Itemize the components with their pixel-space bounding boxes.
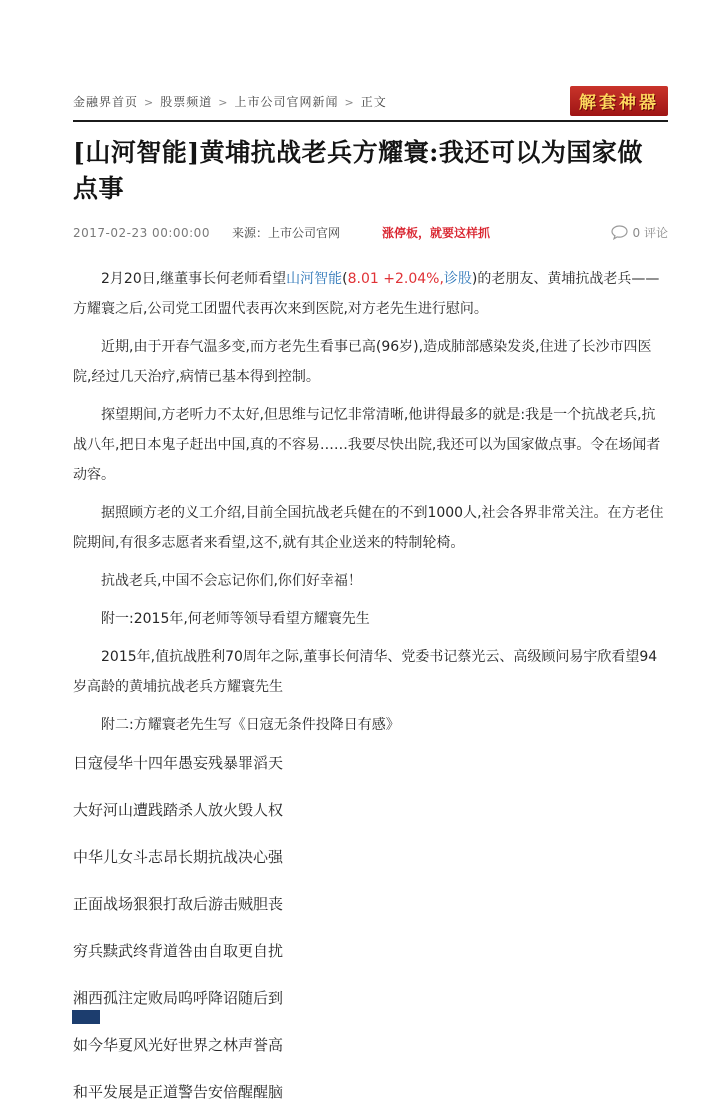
paragraph: 附二:方耀寰老先生写《日寇无条件投降日有感》 xyxy=(101,717,400,733)
poem-line: 穷兵黩武终背道咎由自取更自扰 xyxy=(73,942,284,960)
diagnose-stock-link[interactable]: 诊股 xyxy=(443,271,472,287)
poem-line: 和平发展是正道警告安倍醒醒脑 xyxy=(73,1083,284,1101)
poem-line: 日寇侵华十四年愚妄残暴罪滔天 xyxy=(73,754,284,772)
breadcrumb-separator: > xyxy=(144,95,155,109)
comment-bubble-icon xyxy=(611,225,628,240)
footer-cutoff-block xyxy=(72,1010,100,1024)
promo-badge-button[interactable]: 解套神器 xyxy=(570,86,668,116)
publish-date: 2017-02-23 00:00:00 xyxy=(73,225,210,240)
breadcrumb-company-news-link[interactable]: 上市公司官网新闻 xyxy=(234,94,339,109)
poem-line: 湘西孤注定败局呜呼降诏随后到 xyxy=(73,989,284,1007)
paragraph-text: 的老朋友、黄埔抗战老兵——方耀寰之后,公司党工团盟代表再次来到医院,对方老先生进行慰问。 xyxy=(73,271,660,317)
poem-line: 大好河山遭践踏杀人放火毁人权 xyxy=(73,801,284,819)
paragraph: 附一:2015年,何老师等领导看望方耀寰先生 xyxy=(101,611,370,627)
paragraph: 抗战老兵,中国不会忘记你们,你们好幸福！ xyxy=(101,573,362,589)
breadcrumb-separator: > xyxy=(344,95,355,109)
paren: ( xyxy=(342,271,348,287)
paren: ) xyxy=(471,271,478,287)
poem-line: 正面战场狠狠打敌后游击贼胆丧 xyxy=(73,895,284,913)
article-page xyxy=(73,0,668,1107)
paragraph: 近期,由于开春气温多变,而方老先生看事已高(96岁),造成肺部感染发炎,住进了长沙市四医院,经过几天治疗,病情已基本得到控制。 xyxy=(73,339,652,385)
paragraph xyxy=(73,264,668,324)
comment-link[interactable] xyxy=(611,224,668,241)
breadcrumb-stock-channel-link[interactable]: 股票频道 xyxy=(160,94,213,109)
breadcrumb-separator: > xyxy=(218,95,229,109)
paragraph-text: 2月20日,继董事长何老师看望 xyxy=(101,271,287,287)
breadcrumb xyxy=(73,88,668,114)
article-meta xyxy=(73,224,668,241)
breadcrumb-current: 正文 xyxy=(360,94,387,109)
comment-count: 0 评论 xyxy=(632,226,668,240)
limit-up-promo-link[interactable]: 涨停板，就要这样抓 xyxy=(381,226,490,240)
breadcrumb-trail xyxy=(73,93,387,110)
meta-left xyxy=(73,224,490,241)
page-title: [山河智能]黄埔抗战老兵方耀寰:我还可以为国家做点事 xyxy=(73,138,643,203)
paragraph: 2015年,值抗战胜利70周年之际,董事长何清华、党委书记蔡光云、高级顾问易宇欣看望94岁高龄的黄埔抗战老兵方耀寰先生 xyxy=(73,649,658,695)
breadcrumb-home-link[interactable]: 金融界首页 xyxy=(73,94,139,109)
source-label: 来源：上市公司官网 xyxy=(231,226,340,240)
paragraph: 据照顾方老的义工介绍,目前全国抗战老兵健在的不到1000人,社会各界非常关注。在方老住院期间,有很多志愿者来看望,这不,就有其企业送来的特制轮椅。 xyxy=(73,505,664,551)
paragraph: 探望期间,方老听力不太好,但思维与记忆非常清晰,他讲得最多的就是:我是一个抗战老兵,抗战八年,把日本鬼子赶出中国,真的不容易……我要尽快出院,我还可以为国家做点事。令在场闻者动容。 xyxy=(73,407,661,483)
header-divider xyxy=(73,120,668,122)
stock-quote: 8.01 +2.04%, xyxy=(347,271,444,287)
article-body xyxy=(73,264,668,1107)
stock-link[interactable]: 山河智能 xyxy=(286,271,343,287)
poem-line: 中华儿女斗志昂长期抗战决心强 xyxy=(73,848,284,866)
poem-line: 如今华夏风光好世界之林声誉高 xyxy=(73,1036,284,1054)
